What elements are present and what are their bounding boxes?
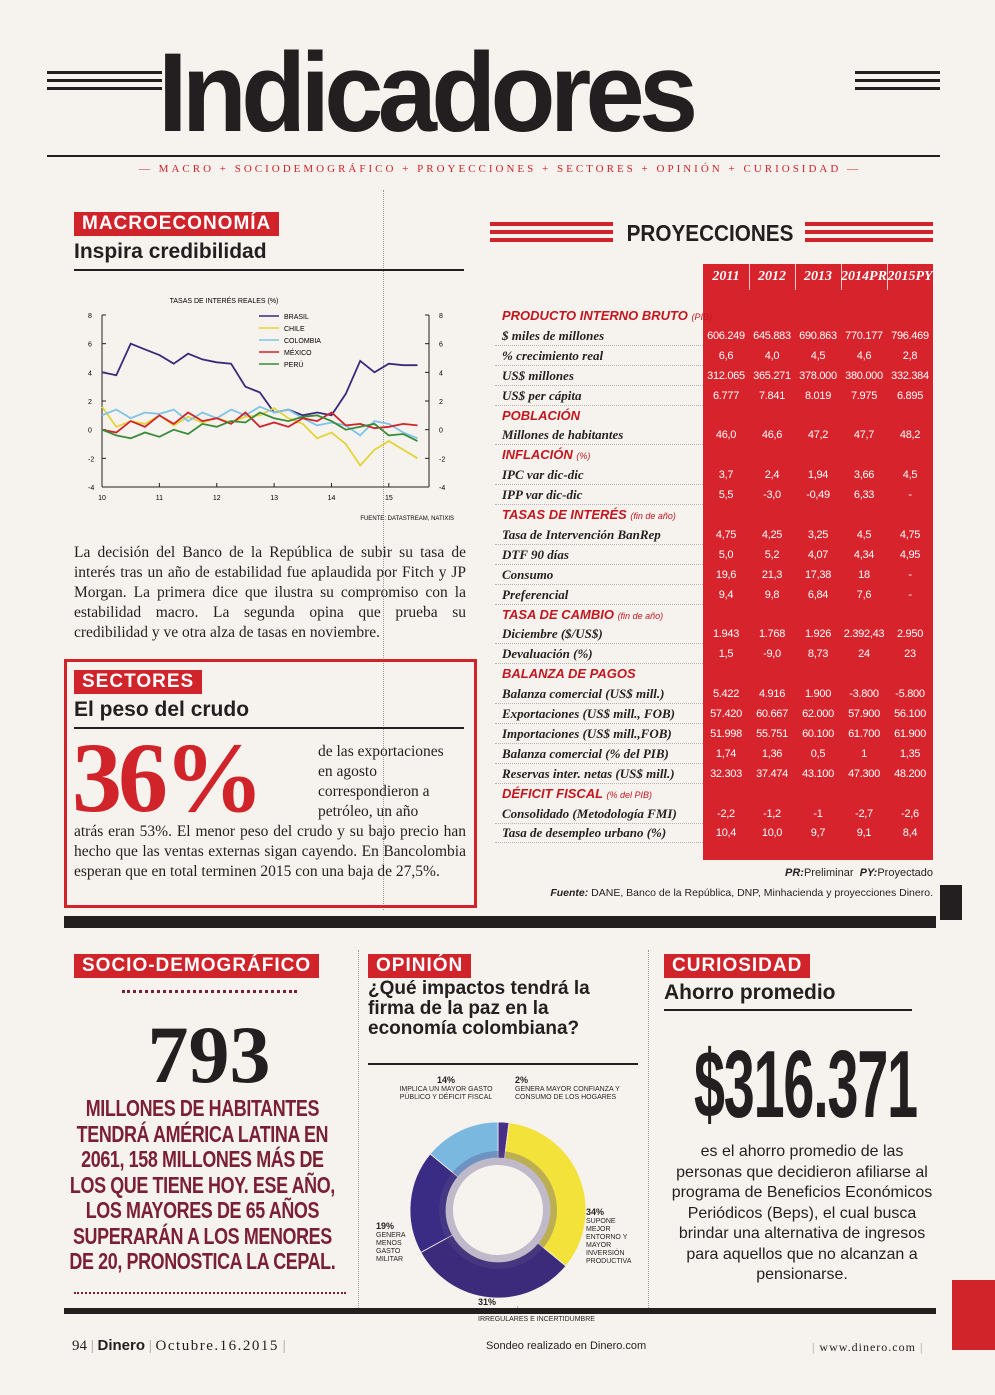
table-section-row [495, 605, 935, 625]
table-cell: 8,4 [902, 827, 918, 840]
table-cell: 4,5 [856, 528, 872, 541]
page-number: 94 [72, 1338, 87, 1354]
sectores-text-right: de las exportaciones en agosto correspondieron a petróleo, un año [318, 743, 444, 820]
table-cell: 57.900 [848, 708, 880, 720]
table-cell: -1,2 [763, 807, 781, 820]
table-cell: 5,2 [764, 548, 780, 561]
donut-inner-ring [446, 1158, 550, 1262]
table-cell: 7,6 [856, 588, 872, 601]
curiosidad-text: es el ahorro promedio de las personas que decidieron afiliarse al programa de Beneficios Económicos Periódicos (Beps), el cual busca brindar una alternativa de ingresos para aquellos que no alcanzan a pensionarse. [671, 1143, 933, 1283]
table-cell: 4,0 [764, 349, 780, 362]
legend-entry: CHILE [284, 326, 305, 333]
macro-body: La decisión del Banco de la República de subir su tasa de interés tras un año de estabilidad fue aplaudida por Fitch y JP Morgan. La primera dice que ilustra su compromiso con la estabilidad macro. La segunda opina que prueba su credibilidad y ve otra alza de tasas en noviembre. [74, 544, 466, 641]
table-cell: - [908, 489, 912, 502]
legend-entry: COLOMBIA [284, 338, 321, 345]
y-tick-label: 0 [439, 427, 443, 435]
table-cell: 4.916 [758, 688, 786, 701]
nav-sociodemografico: SOCIODEMOGRÁFICO [234, 163, 397, 175]
table-cell: 47,2 [807, 429, 829, 442]
table-cell: 4,6 [856, 349, 872, 362]
table-row [495, 465, 935, 485]
table-cell: 4,95 [899, 548, 921, 561]
table-cell: 606.249 [707, 329, 745, 342]
legend-entry: MÉXICO [284, 350, 312, 357]
table-cell: 8.019 [804, 389, 832, 402]
x-tick-label: 10 [98, 495, 106, 502]
table-cell: 9,8 [764, 588, 780, 601]
chart-title: TASAS DE INTERÉS REALES (%) [169, 298, 279, 305]
opinion-label-31: 31% IRREGULARES E INCERTIDUMBRE [478, 1297, 595, 1323]
table-section-row [495, 406, 935, 426]
table-cell: 62.000 [802, 708, 834, 720]
y-tick-label: 8 [439, 313, 443, 320]
table-row [495, 764, 935, 784]
table-cell: 5,5 [718, 489, 734, 502]
table-cell: 19,6 [715, 568, 737, 581]
table-cell: 6.777 [712, 389, 740, 402]
table-cell: 9,4 [718, 588, 734, 601]
x-tick-label: 14 [327, 495, 336, 502]
table-cell: 380.000 [845, 369, 883, 382]
row-label: Consumo [502, 566, 554, 582]
section-label: INFLACIÓN (%) [502, 447, 591, 463]
nav-sectores: SECTORES [556, 163, 636, 175]
table-cell: -1 [813, 807, 823, 820]
row-label: Reservas inter. netas (US$ mill.) [502, 765, 675, 781]
table-cell: 4,75 [715, 528, 737, 541]
socio-line: MILLONES DE HABITANTES [85, 1095, 320, 1121]
table-section-row [495, 784, 935, 804]
table-cell: 2.950 [896, 628, 924, 641]
table-cell: 2.392,43 [843, 628, 885, 641]
table-cell: 796.469 [891, 329, 929, 342]
table-cell: 6,84 [807, 588, 829, 601]
table-cell: 312.065 [707, 369, 745, 382]
table-section-row [495, 505, 935, 525]
column-divider [358, 950, 359, 1310]
nav-macro: MACRO [158, 163, 215, 175]
source-label: Fuente: [550, 887, 589, 899]
table-cell: 48,2 [899, 429, 921, 442]
year-header: 2014PR [841, 264, 888, 290]
section-label: TASA DE CAMBIO (fin de año) [502, 606, 664, 622]
table-cell: 46,6 [761, 429, 783, 442]
row-label: Preferencial [502, 586, 569, 602]
table-cell: -5.800 [895, 688, 925, 701]
row-separator [495, 842, 703, 843]
legend-entry: BRASIL [284, 314, 309, 321]
table-cell: 61.700 [848, 727, 880, 740]
table-row [495, 585, 935, 605]
y-tick-label: 2 [439, 399, 443, 406]
table-row [495, 346, 935, 366]
table-row [495, 425, 935, 445]
table-cell: 1.768 [758, 628, 786, 641]
socio-line: LOS QUE TIENE HOY. ESE AÑO, [69, 1171, 335, 1198]
row-label: DTF 90 días [502, 546, 569, 562]
table-cell: 1,5 [718, 648, 734, 661]
y-tick-label: 4 [439, 370, 443, 378]
row-label: % crecimiento real [502, 347, 604, 363]
projections-source [500, 887, 933, 899]
table-cell: 43.100 [802, 767, 834, 780]
table-cell: 6.895 [896, 389, 924, 402]
table-cell: 1,94 [807, 469, 829, 482]
table-cell: 7.975 [850, 389, 878, 402]
opinion-label-19: 19% GENERA MENOS GASTO MILITAR [376, 1221, 406, 1263]
years-header-row [495, 264, 935, 290]
table-cell: 5.422 [712, 688, 740, 701]
row-label: Balanza comercial (US$ mill.) [502, 686, 665, 702]
row-label: $ miles de millones [502, 327, 605, 343]
y-tick-label: -2 [88, 456, 95, 464]
row-label: Devaluación (%) [502, 646, 593, 662]
table-section-row [495, 306, 935, 326]
table-cell: 48.200 [894, 767, 926, 780]
socio-line: DE 20, PRONOSTICA LA CEPAL. [69, 1248, 336, 1274]
table-cell: 1,74 [715, 747, 737, 760]
series-line-chile [102, 407, 418, 466]
interest-rate-chart [74, 290, 464, 525]
table-row [495, 565, 935, 585]
legend-pr: Preliminar [803, 867, 854, 879]
table-row [495, 525, 935, 545]
bottom-divider [64, 1308, 936, 1314]
x-tick-label: 12 [212, 495, 221, 502]
socio-line: 2061, 158 MILLONES MÁS DE [81, 1146, 324, 1172]
table-cell: 5,0 [718, 548, 734, 561]
table-cell: 645.883 [753, 329, 791, 342]
nav-proyecciones: PROYECCIONES [417, 163, 537, 175]
row-label: Importaciones (US$ mill.,FOB) [502, 725, 672, 741]
x-tick-label: 13 [270, 495, 279, 502]
table-cell: -2,6 [901, 807, 919, 820]
y-tick-label: 6 [439, 341, 443, 349]
opinion-label-2: 2% GENERA MAYOR CONFIANZA Y CONSUMO DE LOS HOGARES [515, 1075, 620, 1101]
table-cell: -2,7 [855, 807, 873, 820]
table-cell: 1,36 [761, 747, 783, 760]
table-cell: 770.177 [845, 329, 883, 342]
nav-curiosidad: CURIOSIDAD [743, 163, 842, 175]
table-cell: -0,49 [806, 489, 830, 502]
table-cell: 6,33 [853, 489, 875, 502]
macro-headline: Inspira credibilidad [74, 240, 267, 263]
x-tick-label: 15 [384, 495, 393, 502]
opinion-section-label: OPINIÓN [368, 954, 471, 978]
curiosidad-headline: Ahorro promedio [664, 981, 836, 1004]
table-cell: 1.943 [712, 628, 740, 641]
table-row [495, 644, 935, 664]
table-row [495, 386, 935, 406]
chart-source: FUENTE: DATASTREAM, NATIXIS [360, 516, 454, 522]
row-label: Diciembre ($/US$) [502, 626, 603, 642]
table-row [495, 326, 935, 346]
table-cell: -9,0 [763, 648, 781, 661]
row-label: US$ per cápita [502, 387, 582, 403]
row-label: Exportaciones (US$ mill., FOB) [502, 706, 675, 721]
y-tick-label: -4 [88, 485, 95, 492]
table-cell: 4,5 [902, 469, 918, 482]
section-nav: — MACRO + SOCIODEMOGRÁFICO + PROYECCIONES + SECTORES + OPINIÓN + CURIOSIDAD — [138, 163, 862, 175]
legend-entry: PERÚ [284, 362, 304, 369]
row-label: US$ millones [502, 367, 574, 383]
table-cell: 10,0 [761, 827, 783, 840]
table-cell: 47.300 [848, 767, 880, 780]
row-label: IPC var dic-dic [502, 467, 584, 483]
y-tick-label: 6 [88, 341, 92, 349]
y-tick-label: 0 [88, 427, 92, 435]
row-label: Balanza comercial (% del PIB) [502, 745, 669, 761]
sectores-section-label: SECTORES [74, 670, 202, 694]
section-label: BALANZA DE PAGOS [502, 666, 636, 682]
table-cell: 32.303 [710, 767, 742, 780]
table-cell: - [908, 588, 912, 601]
sectores-text-bottom: atrás eran 53%. El menor peso del crudo y su bajo precio han hecho que las ventas externas sigan cayendo. En Bancolombia esperan que en total terminen 2015 con una baja de 27,5%. [74, 823, 466, 880]
section-divider [64, 916, 936, 928]
section-label: POBLACIÓN [502, 407, 580, 423]
year-header: 2015PY [887, 269, 933, 284]
table-cell: -3,0 [763, 489, 781, 502]
table-cell: 1 [861, 747, 867, 760]
table-cell: 4,07 [807, 548, 829, 561]
table-cell: 3,7 [718, 469, 734, 482]
page-edge-tab [952, 1280, 995, 1350]
series-line-brasil [102, 344, 418, 416]
row-label: IPP var dic-dic [502, 487, 583, 503]
year-header: 2012 [749, 264, 796, 290]
x-tick-label: 11 [155, 495, 164, 502]
sectores-headline: El peso del crudo [74, 698, 250, 721]
y-tick-label: -4 [439, 485, 446, 492]
table-cell: 9,7 [810, 827, 826, 840]
socio-line: SUPERARÁN A LOS MENORES [72, 1222, 332, 1249]
table-row [495, 366, 935, 386]
legend-py: Proyectado [877, 867, 933, 879]
table-cell: -2,2 [717, 807, 735, 820]
table-cell: 690.863 [799, 329, 837, 342]
table-cell: 21,3 [761, 568, 783, 581]
table-cell: 4,5 [810, 349, 826, 362]
projections-legend: PR:Preliminar PY:Proyectado [785, 867, 933, 879]
table-cell: 10,4 [715, 827, 737, 840]
table-cell: 18 [858, 568, 870, 581]
socio-dots-bottom [74, 1292, 346, 1294]
y-tick-label: 4 [88, 370, 92, 378]
row-label: Tasa de Intervención BanRep [502, 526, 661, 542]
y-tick-label: -2 [439, 456, 446, 464]
opinion-footer: Sondeo realizado en Dinero.com [486, 1340, 647, 1352]
table-cell: 37.474 [756, 767, 788, 780]
socio-section-label: SOCIO-DEMOGRÁFICO [74, 954, 319, 978]
table-cell: 55.751 [756, 727, 788, 740]
footer-url: www.dinero.com [819, 1340, 916, 1354]
opinion-donut-chart [398, 1120, 598, 1305]
table-section-row [495, 445, 935, 465]
table-cell: 378.000 [799, 369, 837, 382]
table-cell: 60.100 [802, 727, 834, 740]
y-tick-label: 2 [88, 399, 92, 406]
section-label: TASAS DE INTERÉS (fin de año) [502, 507, 676, 522]
table-row [495, 624, 935, 644]
table-cell: 8,73 [807, 648, 829, 661]
table-cell: 56.100 [894, 708, 926, 720]
y-tick-label: 8 [88, 313, 92, 320]
socio-line: TENDRÁ AMÉRICA LATINA EN [76, 1120, 329, 1147]
curiosidad-big-number: $316.371 [694, 1031, 917, 1138]
table-cell: 51.998 [710, 727, 742, 740]
section-label: PRODUCTO INTERNO BRUTO (PIB) [502, 308, 712, 323]
curiosidad-section-label: CURIOSIDAD [664, 954, 810, 978]
table-cell: 4,75 [899, 528, 921, 541]
row-label: Consolidado (Metodología FMI) [502, 805, 677, 821]
table-cell: 46,0 [715, 429, 737, 442]
table-cell: 4,34 [853, 548, 875, 561]
table-cell: 365.271 [753, 369, 791, 382]
table-cell: 60.667 [756, 708, 788, 720]
nav-opinion: OPINIÓN [656, 163, 723, 175]
table-cell: 47,7 [853, 429, 875, 442]
table-cell: 0,5 [810, 747, 826, 760]
table-row [495, 684, 935, 704]
table-section-row [495, 664, 935, 684]
footer-brand: Dinero [97, 1337, 146, 1354]
column-divider [648, 950, 649, 1310]
table-cell: 3,25 [807, 528, 829, 541]
sectores-big-number: 36% [72, 722, 260, 833]
macro-section-label: MACROECONOMÍA [74, 212, 279, 236]
table-row [495, 744, 935, 764]
table-cell: 1.900 [804, 688, 832, 701]
table-cell: 57.420 [710, 708, 742, 720]
year-header: 2013 [795, 264, 842, 290]
table-cell: 23 [904, 648, 916, 661]
page-title: Indicadores [158, 30, 693, 155]
proyecciones-title: PROYECCIONES [626, 220, 794, 246]
footer-url-block: | www.dinero.com | [812, 1340, 924, 1354]
table-row [495, 724, 935, 744]
socio-dots-top [122, 990, 297, 993]
table-cell: 332.384 [891, 369, 929, 382]
row-label: Millones de habitantes [502, 427, 624, 443]
table-row [495, 704, 935, 724]
table-cell: 7.841 [758, 389, 786, 402]
socio-line: LOS MAYORES DE 65 AÑOS [85, 1197, 320, 1223]
divider-tab [940, 885, 962, 920]
opinion-question: ¿Qué impactos tendrá la firma de la paz en la economía colombiana? [368, 978, 590, 1039]
section-label: DÉFICIT FISCAL (% del PIB) [502, 785, 652, 801]
page-footer: 94 | Dinero | Octubre.16.2015 | [72, 1337, 286, 1354]
table-cell: 6,6 [718, 349, 734, 362]
table-cell: 1.926 [804, 628, 832, 641]
source-text: DANE, Banco de la República, DNP, Minhacienda y proyecciones Dinero. [591, 887, 933, 899]
table-row [495, 485, 935, 505]
table-cell: -3.800 [849, 688, 879, 701]
table-cell: 61.900 [894, 727, 926, 740]
table-cell: 9,1 [856, 827, 872, 840]
table-cell: 2,4 [764, 469, 780, 482]
year-header: 2011 [703, 264, 750, 290]
table-cell: 1,35 [899, 747, 921, 760]
footer-date: Octubre.16.2015 [155, 1338, 279, 1354]
table-cell: - [908, 568, 912, 581]
table-row [495, 545, 935, 565]
opinion-label-34: 34% SUPONE MEJOR ENTORNO Y MAYOR INVERSIÓN PRODUCTIVA [586, 1207, 632, 1265]
table-cell: 4,25 [761, 528, 783, 541]
table-cell: 17,38 [804, 568, 832, 581]
row-label: Tasa de desempleo urbano (%) [502, 825, 667, 841]
socio-big-number: 793 [147, 1009, 271, 1100]
table-cell: 3,66 [853, 469, 875, 482]
table-cell: 2,8 [902, 349, 918, 362]
table-cell: 24 [858, 648, 870, 661]
opinion-label-14: 14% IMPLICA UN MAYOR GASTO PÚBLICO Y DÉFICIT FISCAL [399, 1075, 493, 1101]
table-row [495, 823, 935, 843]
socio-text [62, 1096, 343, 1275]
table-row [495, 804, 935, 824]
